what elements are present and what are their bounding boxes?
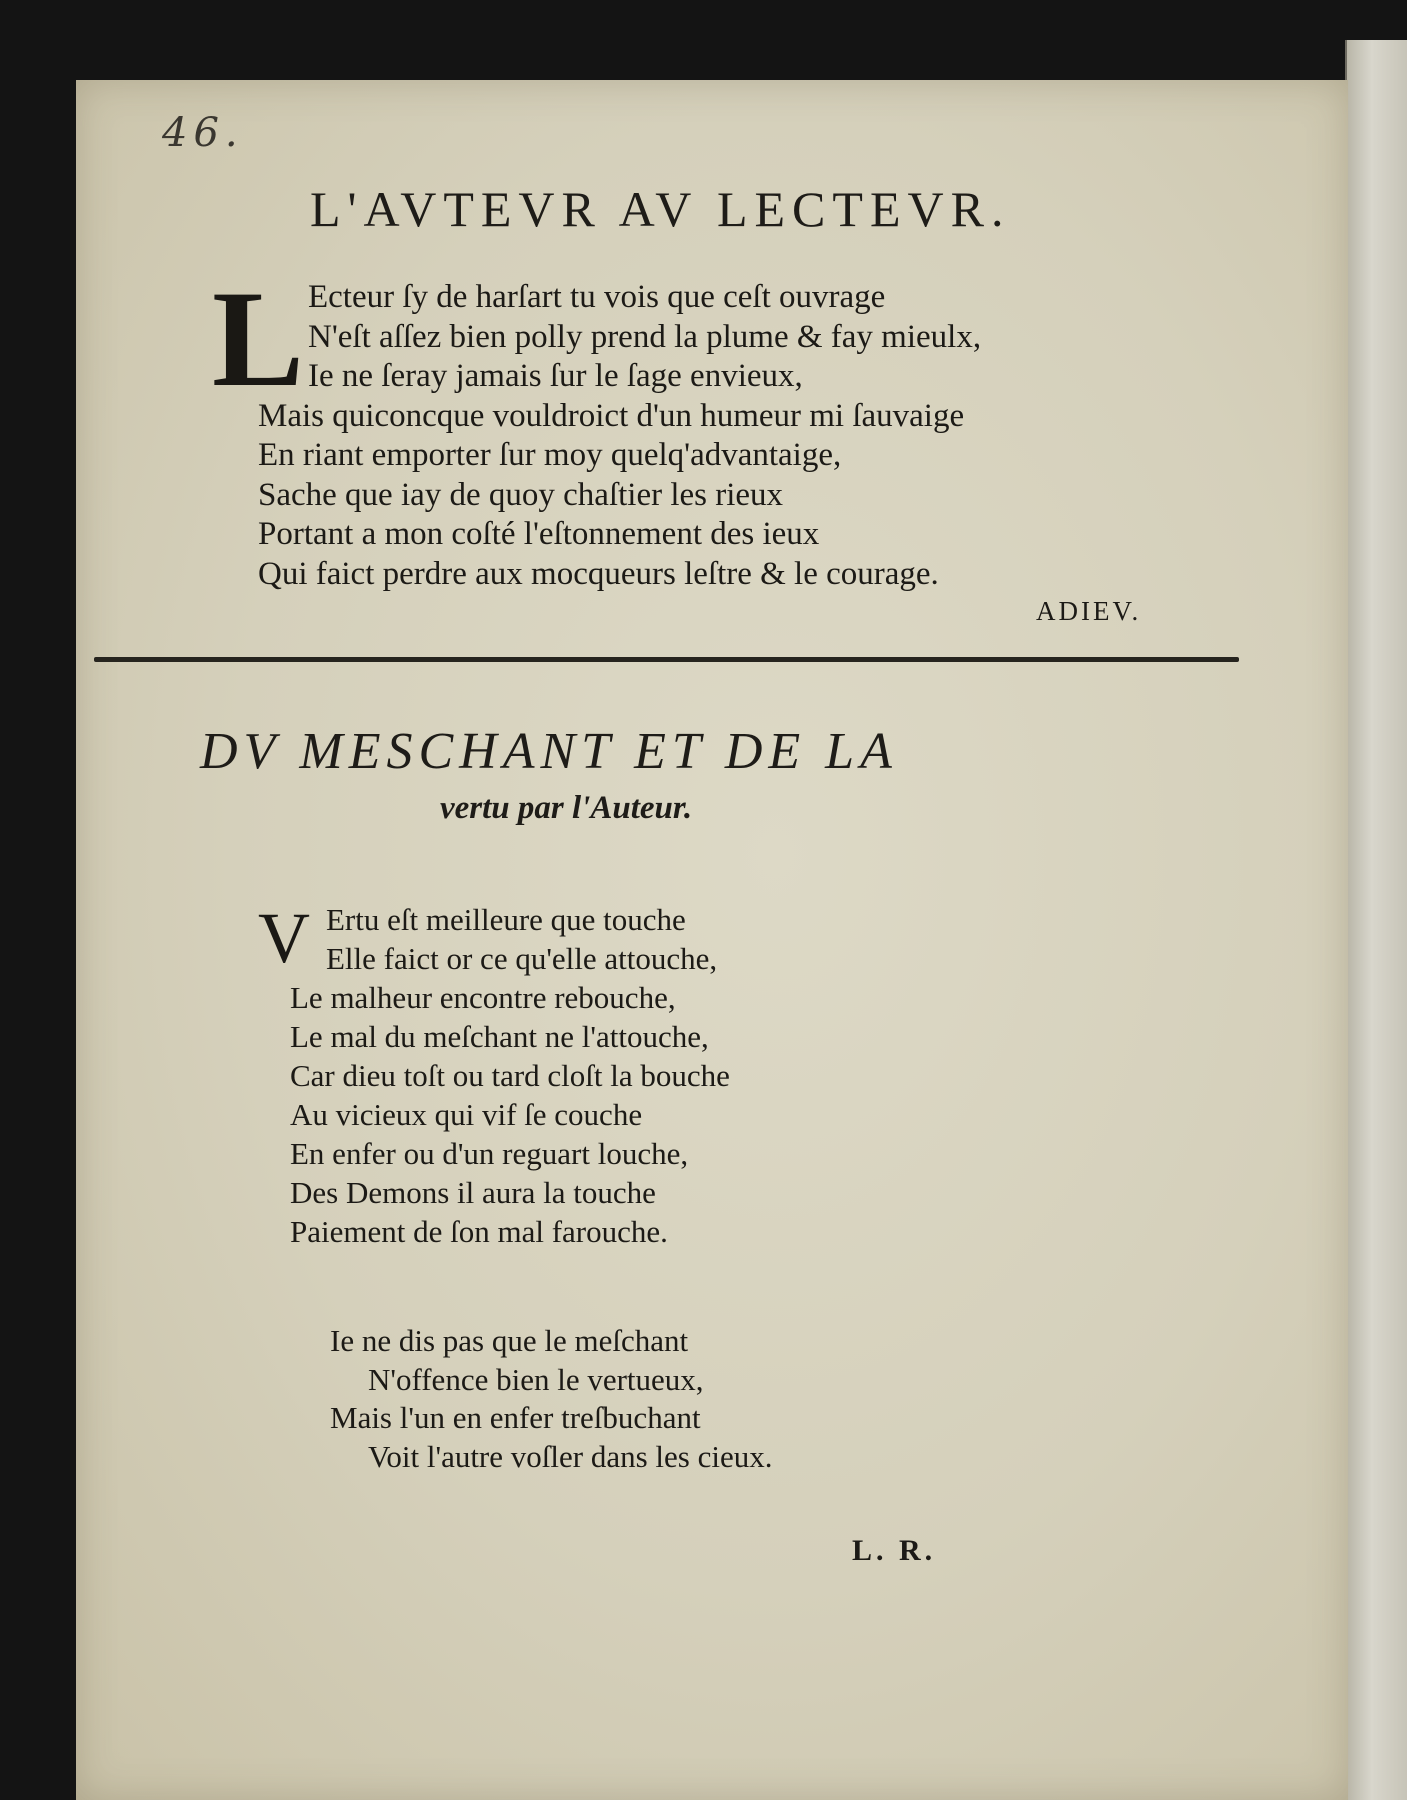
drop-cap-v: V xyxy=(258,898,310,978)
poem-line: Le malheur encontre rebouche, xyxy=(290,980,676,1015)
poem-line: N'offence bien le vertueux, xyxy=(368,1361,704,1397)
poem-line: Voit l'autre voſler dans les cieux. xyxy=(368,1438,773,1474)
poem-line: Ie ne ſeray jamais ſur le ſage envieux, xyxy=(308,358,803,394)
poem-line: Ecteur ſy de harſart tu vois que ceſt ouvrage xyxy=(308,279,886,315)
poem-line: Elle faict or ce qu'elle attouche, xyxy=(326,941,718,976)
poem-line: Ie ne dis pas que le meſchant xyxy=(330,1323,689,1358)
poem-line: Portant a mon coſté l'eſtonnement des ieux xyxy=(258,516,820,552)
section-subheading: vertu par l'Auteur. xyxy=(440,790,693,826)
poem-line: Car dieu toſt ou tard cloſt la bouche xyxy=(290,1058,730,1093)
poem-line: Sache que iay de quoy chaſtier les rieux xyxy=(258,476,784,513)
poem-line: En riant emporter ſur moy quelq'advantaige, xyxy=(258,437,842,473)
poem-line: Qui faict perdre aux mocqueurs leſtre & le courage. xyxy=(258,555,939,592)
folio-number: 46. xyxy=(162,110,244,156)
horizontal-rule xyxy=(94,657,1239,662)
section-heading-wicked-and-virtue: DV MESCHANT ET DE LA xyxy=(200,723,898,780)
drop-cap-l: L xyxy=(212,262,305,415)
section-heading-author-to-reader: L'AVTEVR AV LECTEVR. xyxy=(310,181,1011,237)
poem-line: Ertu eſt meilleure que touche xyxy=(326,902,686,937)
closing-adieu: ADIEV. xyxy=(1036,596,1142,626)
poem-line: Mais l'un en enfer treſbuchant xyxy=(330,1400,701,1435)
poem-line: Des Demons il aura la touche xyxy=(290,1175,656,1210)
poem-line: Le mal du meſchant ne l'attouche, xyxy=(290,1019,709,1054)
sonnet-to-reader xyxy=(258,278,981,594)
poem-line: En enfer ou d'un reguart louche, xyxy=(290,1136,689,1171)
poem-line: N'eſt aſſez bien polly prend la plume & fay mieulx, xyxy=(308,318,982,355)
book-page-edge xyxy=(1345,40,1407,1800)
author-signature: L. R. xyxy=(852,1534,937,1567)
poem-line: Au vicieux qui vif ſe couche xyxy=(290,1097,643,1132)
poem-line: Mais quiconcque vouldroict d'un humeur mi ſauvaige xyxy=(258,397,965,434)
poem-line: Paiement de ſon mal farouche. xyxy=(290,1214,668,1249)
poem-stanza-1 xyxy=(290,900,730,1251)
poem-stanza-2 xyxy=(330,1322,772,1476)
